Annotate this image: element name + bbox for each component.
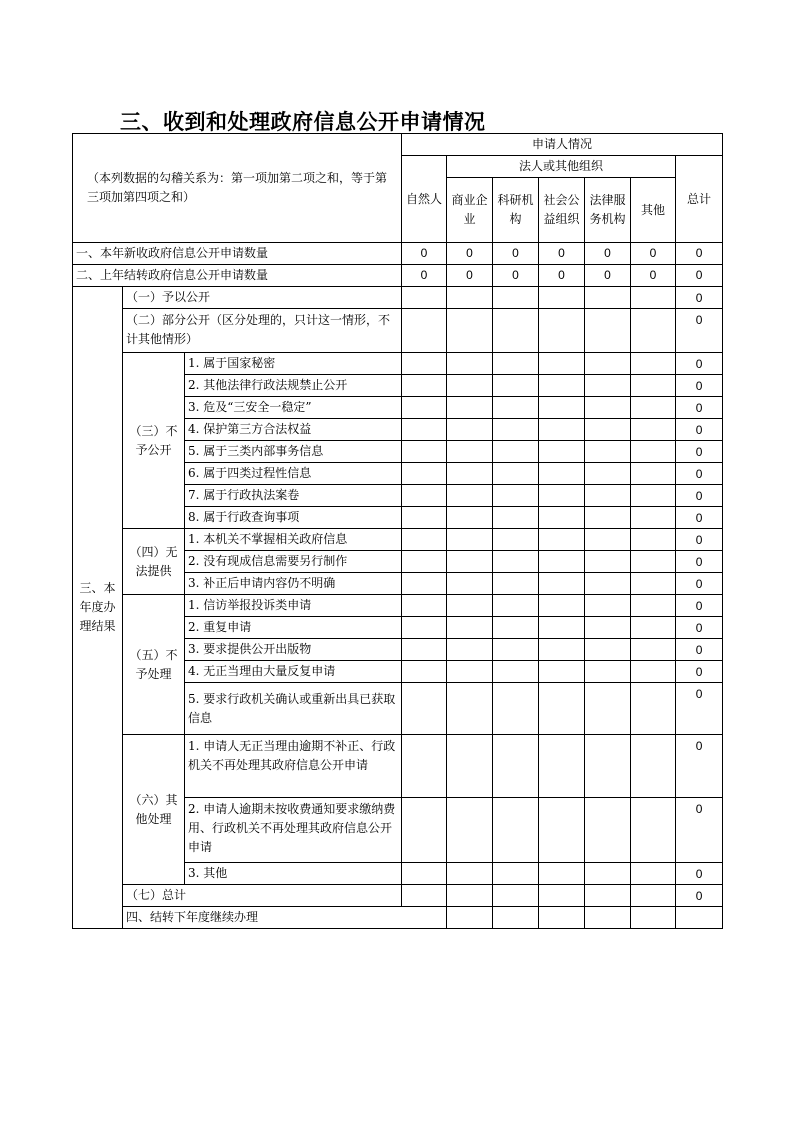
value-cell: 0 xyxy=(585,265,631,287)
row-label: 5. 要求行政机关确认或重新出具已获取信息 xyxy=(185,683,402,735)
commercial-header: 商业企业 xyxy=(447,178,493,243)
row-label: 2. 申请人逾期未按收费通知要求缴纳费用、行政机关不再处理其政府信息公开申请 xyxy=(185,798,402,863)
total-cell: 0 xyxy=(676,529,723,551)
total-cell: 0 xyxy=(676,551,723,573)
row-label: 6. 属于四类过程性信息 xyxy=(185,463,402,485)
row-label: （七）总计 xyxy=(123,885,402,907)
total-header: 总计 xyxy=(676,156,723,243)
value-cell: 0 xyxy=(539,243,585,265)
row-label: 3. 危及“三安全一稳定” xyxy=(185,397,402,419)
table-row xyxy=(73,735,723,798)
total-cell: 0 xyxy=(676,798,723,863)
row-label: 四、结转下年度继续办理 xyxy=(123,907,447,929)
table-row xyxy=(73,287,723,309)
row-label: 5. 属于三类内部事务信息 xyxy=(185,441,402,463)
table-row xyxy=(73,243,723,265)
total-cell: 0 xyxy=(676,485,723,507)
total-cell: 0 xyxy=(676,397,723,419)
row-label: （一）予以公开 xyxy=(123,287,402,309)
not-processed-group-label: （五）不予处理 xyxy=(123,595,185,735)
row-label: （二）部分公开（区分处理的，只计这一情形，不计其他情形） xyxy=(123,309,402,353)
value-cell: 0 xyxy=(447,265,493,287)
total-cell: 0 xyxy=(676,419,723,441)
table-row xyxy=(73,885,723,907)
row-label: 7. 属于行政执法案卷 xyxy=(185,485,402,507)
value-cell: 0 xyxy=(402,265,447,287)
value-cell: 0 xyxy=(676,265,723,287)
row-label: 4. 无正当理由大量反复申请 xyxy=(185,661,402,683)
natural-person-header: 自然人 xyxy=(402,156,447,243)
total-cell: 0 xyxy=(676,639,723,661)
total-cell: 0 xyxy=(676,441,723,463)
total-cell: 0 xyxy=(676,661,723,683)
unable-group-label: （四）无法提供 xyxy=(123,529,185,595)
row-label: 2. 其他法律行政法规禁止公开 xyxy=(185,375,402,397)
total-cell: 0 xyxy=(676,863,723,885)
total-cell: 0 xyxy=(676,507,723,529)
row-label: 4. 保护第三方合法权益 xyxy=(185,419,402,441)
value-cell: 0 xyxy=(539,265,585,287)
total-cell: 0 xyxy=(676,573,723,595)
value-cell: 0 xyxy=(676,243,723,265)
legal-service-header: 法律服务机构 xyxy=(585,178,631,243)
row-label: 8. 属于行政查询事项 xyxy=(185,507,402,529)
total-cell: 0 xyxy=(676,885,723,907)
row-label: 2. 没有现成信息需要另行制作 xyxy=(185,551,402,573)
total-cell: 0 xyxy=(676,683,723,735)
value-cell: 0 xyxy=(585,243,631,265)
value-cell: 0 xyxy=(493,243,539,265)
total-cell: 0 xyxy=(676,287,723,309)
total-cell: 0 xyxy=(676,617,723,639)
row-label: 1. 信访举报投诉类申请 xyxy=(185,595,402,617)
total-cell: 0 xyxy=(676,309,723,353)
deny-group-label: （三）不予公开 xyxy=(123,353,185,529)
table-row xyxy=(73,353,723,375)
table-row xyxy=(73,265,723,287)
value-cell: 0 xyxy=(631,243,676,265)
total-cell: 0 xyxy=(676,375,723,397)
total-cell: 0 xyxy=(676,353,723,375)
results-group-label: 三、本年度办理结果 xyxy=(73,287,123,929)
row-label: 1. 申请人无正当理由逾期不补正、行政机关不再处理其政府信息公开申请 xyxy=(185,735,402,798)
row-label: 3. 补正后申请内容仍不明确 xyxy=(185,573,402,595)
research-header: 科研机构 xyxy=(493,178,539,243)
row-label: 1. 本机关不掌握相关政府信息 xyxy=(185,529,402,551)
row-label: 3. 要求提供公开出版物 xyxy=(185,639,402,661)
row-label: 二、上年结转政府信息公开申请数量 xyxy=(73,265,402,287)
total-cell: 0 xyxy=(676,595,723,617)
row-label: 1. 属于国家秘密 xyxy=(185,353,402,375)
table-row xyxy=(73,595,723,617)
legal-group-header: 法人或其他组织 xyxy=(447,156,676,178)
page-title: 三、收到和处理政府信息公开申请情况 xyxy=(120,110,486,134)
total-cell: 0 xyxy=(676,463,723,485)
row-label: 2. 重复申请 xyxy=(185,617,402,639)
value-cell: 0 xyxy=(447,243,493,265)
row-label: 3. 其他 xyxy=(185,863,402,885)
row-label: 一、本年新收政府信息公开申请数量 xyxy=(73,243,402,265)
total-cell: 0 xyxy=(676,735,723,798)
reconciliation-note: （本列数据的勾稽关系为：第一项加第二项之和，等于第三项加第四项之和） xyxy=(73,134,402,243)
value-cell: 0 xyxy=(493,265,539,287)
other-processing-group-label: （六）其他处理 xyxy=(123,735,185,885)
value-cell: 0 xyxy=(402,243,447,265)
value-cell: 0 xyxy=(631,265,676,287)
table-row xyxy=(73,529,723,551)
social-header: 社会公益组织 xyxy=(539,178,585,243)
applicant-header: 申请人情况 xyxy=(402,134,723,156)
other-header: 其他 xyxy=(631,178,676,243)
table-row xyxy=(73,309,723,353)
info-disclosure-table xyxy=(72,133,723,929)
table-row xyxy=(73,907,723,929)
